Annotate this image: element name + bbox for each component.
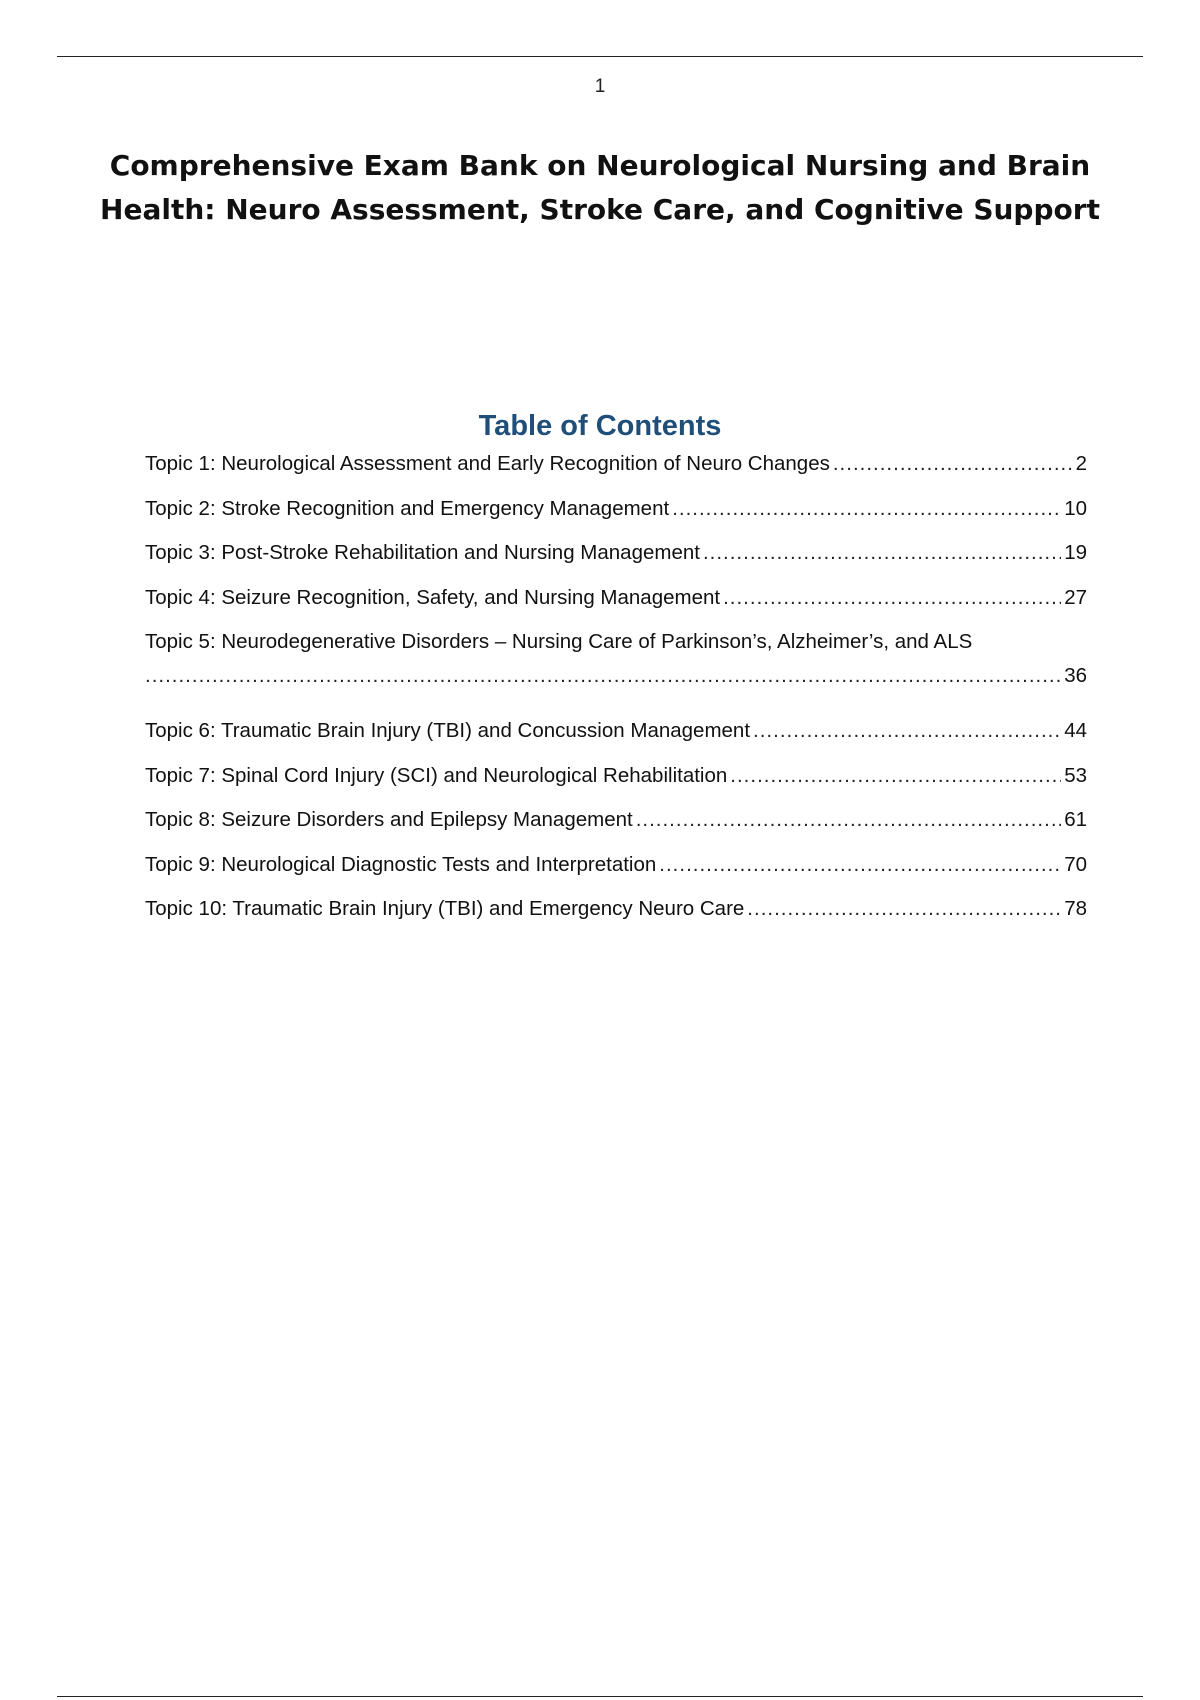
- toc-entry-label: Topic 2: Stroke Recognition and Emergency Management: [145, 496, 670, 520]
- toc-entry-label: Topic 10: Traumatic Brain Injury (TBI) and Emergency Neuro Care: [145, 897, 745, 920]
- toc-entry-page: 10: [1064, 496, 1087, 520]
- toc-entry-label: Topic 1: Neurological Assessment and Early Recognition of Neuro Changes: [145, 452, 830, 475]
- dot-leader: [747, 897, 1061, 921]
- toc-entry-page: 2: [1075, 452, 1087, 475]
- toc-entry-label: Topic 6: Traumatic Brain Injury (TBI) and Concussion Management: [145, 719, 751, 742]
- table-of-contents: [145, 452, 1087, 942]
- toc-entry[interactable]: [145, 541, 1087, 586]
- toc-entry[interactable]: [145, 497, 1087, 542]
- dot-leader: [672, 497, 1061, 521]
- dot-leader: [730, 764, 1061, 788]
- toc-entry-page: 27: [1064, 585, 1087, 609]
- toc-entry[interactable]: [145, 853, 1087, 898]
- toc-entry-page: 78: [1064, 897, 1087, 920]
- toc-entry-label: Topic 9: Neurological Diagnostic Tests and Interpretation: [145, 852, 657, 876]
- footer-rule: [57, 1696, 1143, 1697]
- toc-entry-label: Topic 3: Post-Stroke Rehabilitation and Nursing Management: [145, 541, 700, 564]
- toc-heading: Table of Contents: [478, 410, 722, 442]
- toc-entry-label: Topic 5: Neurodegenerative Disorders – Nursing Care of Parkinson’s, Alzheimer’s, and ALS: [145, 630, 973, 653]
- dot-leader: [145, 664, 1061, 688]
- toc-entry[interactable]: [145, 764, 1087, 809]
- dot-leader: [753, 719, 1061, 743]
- toc-entry-page: 19: [1064, 541, 1087, 564]
- toc-entry[interactable]: [145, 452, 1087, 497]
- dot-leader: [703, 541, 1061, 565]
- toc-entry[interactable]: [145, 586, 1087, 631]
- toc-entry-continuation: [145, 664, 1087, 708]
- toc-entry[interactable]: [145, 808, 1087, 853]
- toc-entry-page: 70: [1064, 852, 1087, 876]
- toc-entry-label: Topic 8: Seizure Disorders and Epilepsy Management: [145, 808, 633, 831]
- document-title: Comprehensive Exam Bank on Neurological Nursing and Brain Health: Neuro Assessment, Stroke Care, and Cognitive Support: [100, 149, 1100, 226]
- dot-leader: [659, 853, 1061, 877]
- toc-entry-page: 61: [1064, 808, 1087, 831]
- toc-entry-label: Topic 7: Spinal Cord Injury (SCI) and Neurological Rehabilitation: [145, 763, 728, 787]
- toc-entry-page: 36: [1064, 664, 1087, 687]
- toc-entry-page: 44: [1064, 719, 1087, 742]
- page-number: 1: [594, 76, 606, 97]
- toc-entry[interactable]: [145, 719, 1087, 764]
- toc-entry[interactable]: [145, 897, 1087, 942]
- dot-leader: [723, 586, 1061, 610]
- header-rule: [57, 56, 1143, 57]
- toc-entry-label: Topic 4: Seizure Recognition, Safety, and Nursing Management: [145, 585, 721, 609]
- toc-entry-page: 53: [1064, 763, 1087, 787]
- dot-leader: [833, 452, 1073, 476]
- toc-entry[interactable]: [145, 630, 1087, 719]
- dot-leader: [636, 808, 1061, 832]
